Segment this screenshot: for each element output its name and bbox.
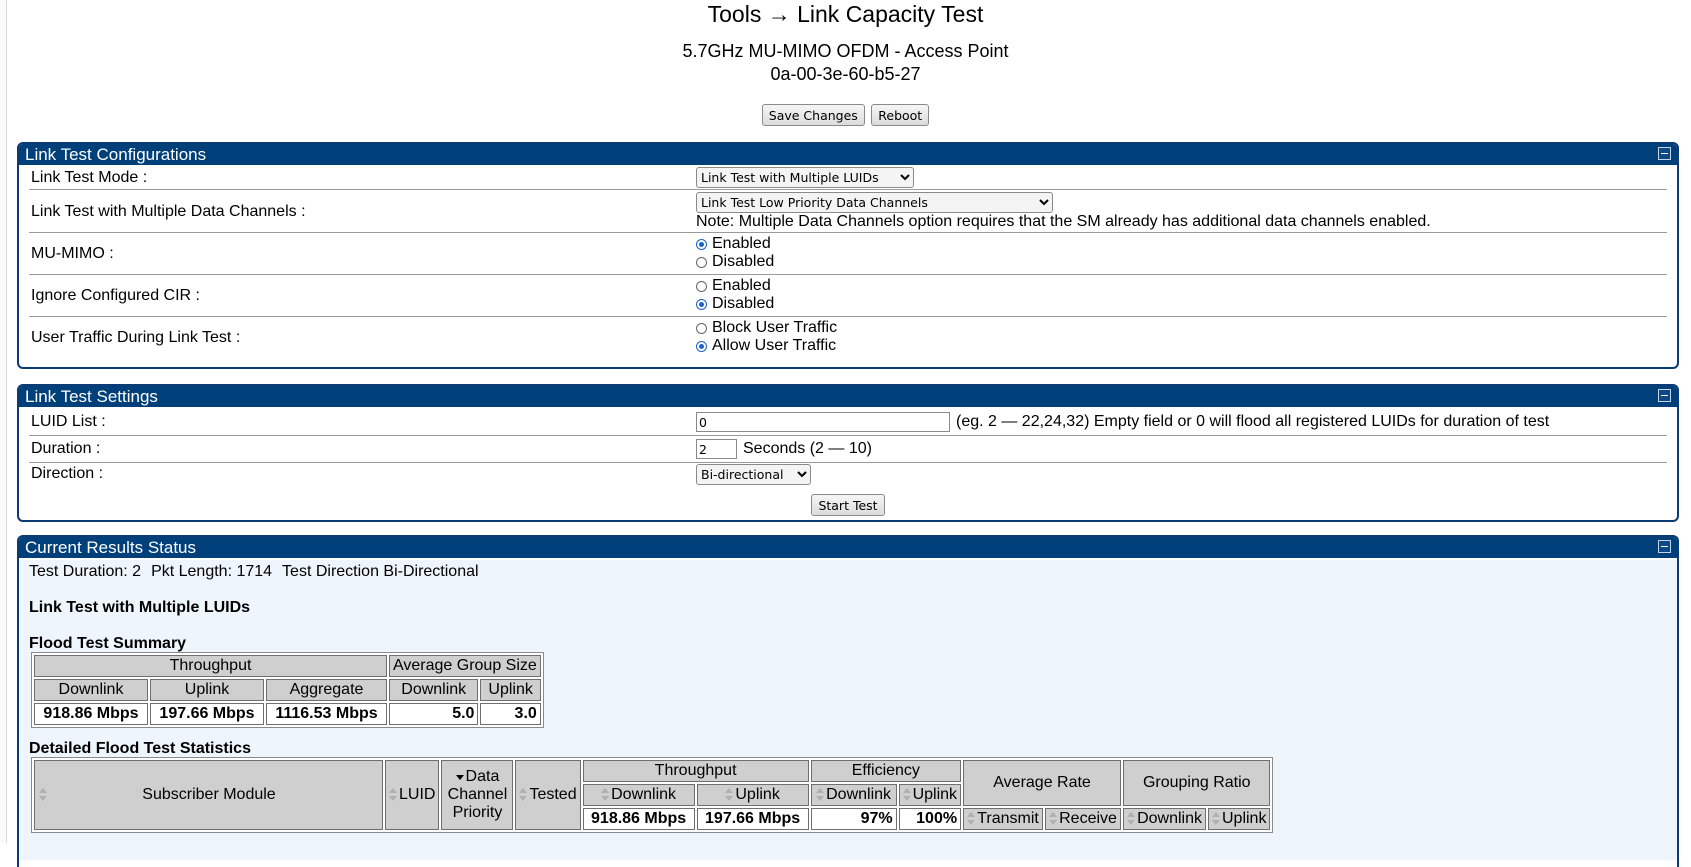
ignore-cir-enabled-radio[interactable] [691, 277, 774, 295]
allow-user-traffic-radio[interactable] [691, 337, 837, 355]
col-efficiency-downlink[interactable] [811, 784, 897, 806]
sort-icon[interactable] [601, 788, 609, 802]
summary-uplink-value: 197.66 Mbps [150, 703, 264, 725]
current-results-panel [17, 535, 1679, 867]
link-test-configurations-panel [17, 142, 1679, 369]
col-tested[interactable] [515, 760, 580, 830]
sort-icon[interactable] [725, 788, 733, 802]
col-efficiency: Efficiency [811, 760, 961, 782]
results-body [19, 560, 1677, 860]
col-label: Downlink [826, 786, 892, 803]
panel-title: Link Test Settings [25, 387, 158, 406]
radio-label: Allow User Traffic [712, 337, 837, 354]
col-group-downlink: Downlink [389, 679, 478, 701]
col-subscriber-module[interactable] [34, 760, 383, 830]
sort-desc-icon[interactable] [456, 770, 464, 784]
flood-summary-heading: Flood Test Summary [29, 635, 187, 652]
total-efficiency-downlink: 97% [811, 808, 897, 830]
row-direction [29, 463, 1667, 487]
minimize-icon[interactable] [1658, 147, 1671, 160]
panel-header [19, 537, 1677, 558]
col-throughput: Throughput [583, 760, 809, 782]
page-title: Tools → Link Capacity Test [707, 1, 984, 27]
total-throughput-uplink: 197.66 Mbps [697, 808, 809, 830]
col-rate-receive[interactable] [1045, 808, 1121, 830]
top-button-bar [0, 104, 1691, 126]
panel-header [19, 144, 1677, 165]
start-test-bar [19, 494, 1677, 516]
sort-icon[interactable] [903, 788, 911, 802]
reboot-button[interactable]: Reboot [871, 104, 929, 126]
luid-list-input[interactable] [696, 412, 950, 432]
multiple-data-channels-label: Link Test with Multiple Data Channels : [31, 203, 306, 220]
sort-icon[interactable] [39, 788, 47, 802]
col-ratio-uplink[interactable] [1208, 808, 1270, 830]
row-duration [29, 436, 1667, 463]
col-grouping-ratio: Grouping Ratio [1123, 760, 1270, 806]
radio-selected-icon [696, 239, 707, 250]
col-average-group-size: Average Group Size [389, 655, 541, 677]
panel-header [19, 386, 1677, 407]
col-throughput-downlink[interactable] [583, 784, 695, 806]
link-test-mode-label: Link Test Mode : [31, 169, 148, 186]
user-traffic-label: User Traffic During Link Test : [31, 329, 241, 346]
summary-downlink-value: 918.86 Mbps [34, 703, 148, 725]
radio-selected-icon [696, 299, 707, 310]
test-duration: Test Duration: 2 [29, 563, 142, 580]
sort-icon[interactable] [389, 788, 397, 802]
block-user-traffic-radio[interactable] [691, 319, 837, 337]
col-label: LUID [399, 786, 436, 803]
table-row [34, 703, 541, 725]
minimize-icon[interactable] [1658, 389, 1671, 402]
pkt-length: Pkt Length: 1714 [151, 563, 273, 580]
direction-select[interactable] [696, 464, 811, 485]
radio-selected-icon [696, 341, 707, 352]
col-label: Tested [529, 786, 577, 803]
test-summary-line [29, 562, 489, 581]
col-label: Transmit [977, 810, 1039, 827]
test-direction: Test Direction Bi-Directional [282, 563, 479, 580]
duration-input[interactable] [696, 439, 737, 459]
col-aggregate: Aggregate [266, 679, 387, 701]
direction-label: Direction : [31, 465, 104, 482]
summary-aggregate-value: 1116.53 Mbps [266, 703, 387, 725]
radio-label: Disabled [712, 253, 775, 270]
total-efficiency-uplink: 100% [899, 808, 961, 830]
summary-group-uplink-value: 3.0 [480, 703, 540, 725]
link-test-mode-select[interactable] [696, 167, 914, 188]
col-label: Downlink [1137, 810, 1202, 827]
sort-icon[interactable] [816, 788, 824, 802]
radio-label: Enabled [712, 235, 771, 252]
sort-icon[interactable] [1127, 812, 1135, 826]
col-luid[interactable] [385, 760, 439, 830]
ignore-cir-disabled-radio[interactable] [691, 295, 774, 313]
radio-label: Disabled [712, 295, 775, 312]
save-changes-button[interactable]: Save Changes [762, 104, 865, 126]
col-label: Uplink [912, 786, 958, 803]
mu-mimo-enabled-radio[interactable] [691, 235, 774, 253]
col-ratio-downlink[interactable] [1123, 808, 1206, 830]
row-multiple-data-channels [29, 190, 1667, 233]
data-channels-note: Note: Multiple Data Channels option requires that the SM already has additional data channels enabled. [696, 213, 1431, 230]
start-test-button[interactable]: Start Test [811, 494, 884, 516]
col-group-uplink: Uplink [480, 679, 540, 701]
link-test-settings-panel [17, 384, 1679, 522]
luid-list-label: LUID List : [31, 413, 106, 430]
panel-title: Current Results Status [25, 538, 197, 557]
row-ignore-cir [29, 275, 1667, 317]
duration-label: Duration : [31, 440, 101, 457]
row-luid-list [29, 409, 1667, 436]
flood-summary-table [31, 652, 544, 728]
col-label: Data Channel Priority [447, 768, 508, 821]
minimize-icon[interactable] [1658, 540, 1671, 553]
device-mac: 0a-00-3e-60-b5-27 [770, 64, 921, 84]
sort-icon[interactable] [1049, 812, 1057, 826]
col-label: Receive [1059, 810, 1117, 827]
row-link-test-mode [29, 167, 1667, 190]
radio-label: Block User Traffic [712, 319, 838, 336]
col-throughput: Throughput [34, 655, 387, 677]
col-efficiency-uplink[interactable] [899, 784, 961, 806]
mu-mimo-label: MU-MIMO : [31, 245, 114, 262]
col-average-rate: Average Rate [963, 760, 1121, 806]
col-data-channel-priority[interactable] [441, 760, 513, 830]
sort-icon[interactable] [519, 788, 527, 802]
summary-group-downlink-value: 5.0 [389, 703, 478, 725]
mu-mimo-disabled-radio[interactable] [691, 253, 774, 271]
total-throughput-downlink: 918.86 Mbps [583, 808, 695, 830]
col-uplink: Uplink [150, 679, 264, 701]
radio-unselected-icon [696, 323, 707, 334]
radio-label: Enabled [712, 277, 771, 294]
ignore-cir-label: Ignore Configured CIR : [31, 287, 200, 304]
results-mode-heading: Link Test with Multiple LUIDs [29, 599, 251, 616]
device-description: 5.7GHz MU-MIMO OFDM - Access Point [682, 41, 1009, 61]
detailed-stats-heading: Detailed Flood Test Statistics [29, 740, 251, 757]
sort-icon[interactable] [967, 812, 975, 826]
col-label: Uplink [735, 786, 780, 803]
row-user-traffic [29, 317, 1667, 358]
luid-list-hint: (eg. 2 — 22,24,32) Empty field or 0 will flood all registered LUIDs for duration of test [956, 413, 1550, 430]
panel-title: Link Test Configurations [25, 145, 207, 164]
col-label: Downlink [611, 786, 677, 803]
window-left-edge [0, 0, 7, 843]
duration-hint: Seconds (2 — 10) [743, 440, 872, 457]
row-mu-mimo [29, 233, 1667, 275]
col-throughput-uplink[interactable] [697, 784, 809, 806]
col-label: Uplink [1221, 810, 1267, 827]
radio-unselected-icon [696, 257, 707, 268]
detailed-stats-table [31, 757, 1273, 833]
col-label: Subscriber Module [142, 786, 276, 803]
sort-icon[interactable] [1212, 812, 1220, 826]
col-downlink: Downlink [34, 679, 148, 701]
multiple-data-channels-select[interactable] [696, 192, 1053, 213]
radio-unselected-icon [696, 281, 707, 292]
col-rate-transmit[interactable] [963, 808, 1043, 830]
